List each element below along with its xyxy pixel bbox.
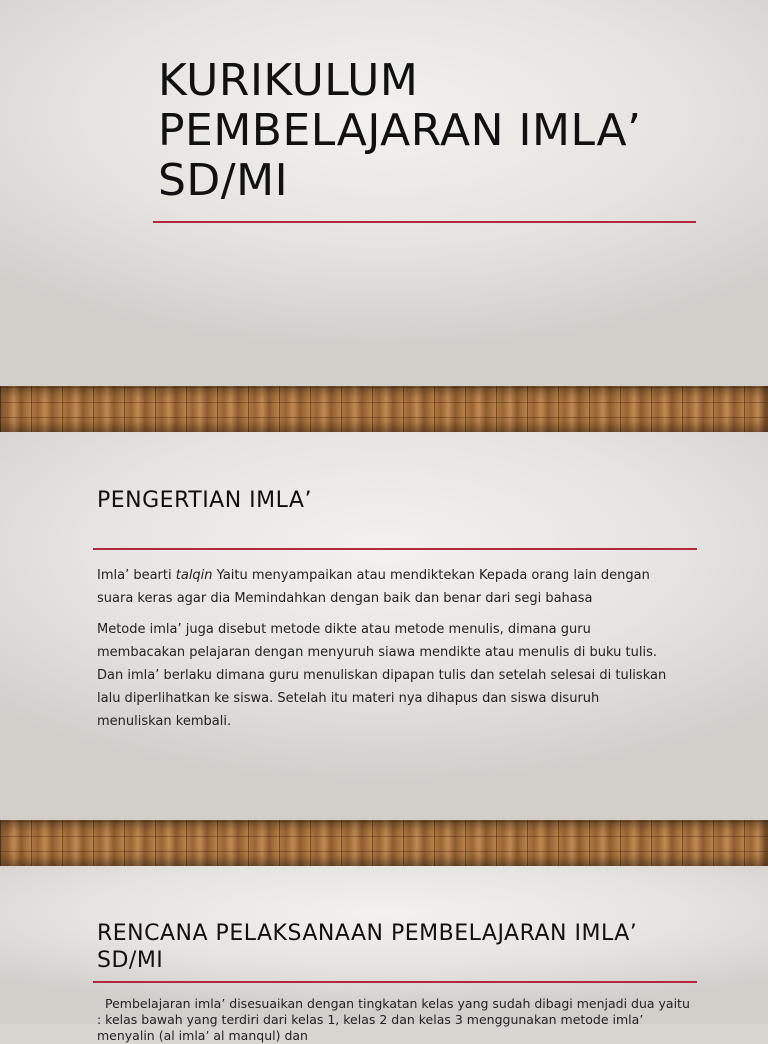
para1-italic-term: talqin [175, 568, 213, 583]
para1-rest: Yaitu menyampaikan atau mendiktekan Kepada orang lain dengan suara keras agar dia Memindahkan dengan baik dan benar dari segi bahasa [97, 568, 650, 606]
title-line-3: SD/MI [158, 155, 289, 206]
paragraph-definition [97, 564, 677, 610]
slide-2-heading: PENGERTIAN IMLA’ [97, 488, 312, 513]
title-line-2: PEMBELAJARAN IMLA’ [158, 105, 642, 156]
title-line-1: KURIKULUM [158, 55, 419, 106]
slide-3-heading [97, 920, 637, 974]
slide-1 [0, 0, 768, 386]
slide-2 [0, 432, 768, 820]
slide-1-title [158, 56, 718, 206]
slide-3-heading-line-1: RENCANA PELAKSANAAN PEMBELAJARAN IMLA’ [97, 921, 638, 946]
slide-3 [0, 866, 768, 1043]
slide-2-body [97, 564, 677, 741]
heading-underline [93, 981, 697, 983]
slide-3-body: Pembelajaran imla’ disesuaikan dengan tingkatan kelas yang sudah dibagi menjadi dua yaitu : kelas bawah yang terdiri dari kelas 1, kelas 2 dan kelas 3 menggunakan metode imla’ menyalin (al imla’ al manqul) dan [97, 996, 690, 1043]
paragraph-method: Metode imla’ juga disebut metode dikte atau metode menulis, dimana guru membacakan pelajaran dengan menyuruh siawa mendikte atau menulis di buku tulis. Dan imla’ berlaku dimana guru menuliskan dipapan tulis dan setelah selesai di tuliskan lalu diperlihatkan ke siswa. Setelah itu materi nya dihapus dan siswa disuruh menuliskan kembali. [97, 622, 667, 729]
wood-floor-divider [0, 820, 768, 866]
title-underline [153, 221, 696, 223]
slide-3-heading-line-2: SD/MI [97, 948, 164, 973]
wood-floor-divider [0, 386, 768, 432]
heading-underline [93, 548, 697, 550]
para1-start: Imla’ bearti [97, 568, 176, 583]
